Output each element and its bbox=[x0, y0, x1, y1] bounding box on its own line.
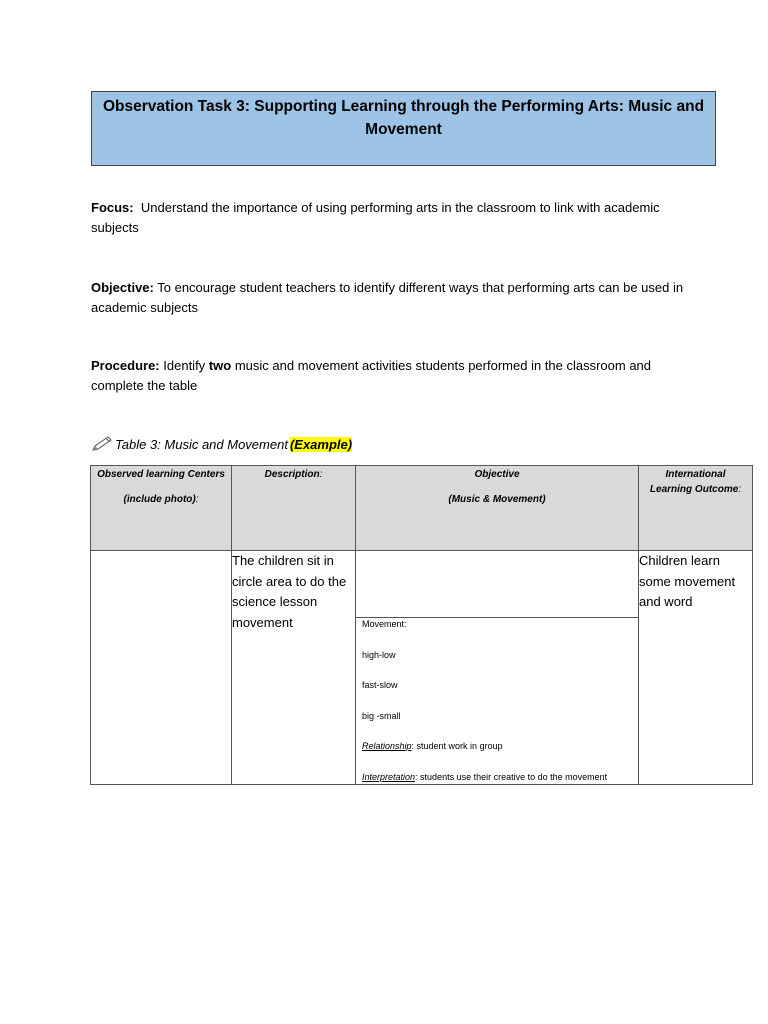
caption-highlight: (Example) bbox=[289, 436, 353, 452]
header-learning-outcome: International Learning Outcome: bbox=[639, 466, 753, 551]
caption-text: Table 3: Music and Movement bbox=[115, 436, 288, 452]
objective-paragraph bbox=[91, 278, 691, 318]
procedure-label: Procedure: bbox=[91, 358, 160, 373]
document-title bbox=[91, 91, 716, 166]
objective-cell bbox=[356, 551, 639, 785]
movement-label: Movement: bbox=[362, 619, 407, 629]
pencil-icon bbox=[91, 436, 113, 452]
list-item: fast-slow bbox=[362, 680, 398, 690]
relationship-line bbox=[362, 741, 634, 751]
relationship-label: Relationship bbox=[362, 741, 412, 751]
objective-blank-area bbox=[356, 551, 638, 618]
interpretation-label: Interpretation bbox=[362, 771, 416, 782]
header-objective: Objective (Music & Movement) bbox=[356, 466, 639, 551]
observed-centers-cell bbox=[91, 551, 232, 785]
objective-list bbox=[356, 619, 638, 782]
focus-text: Understand the importance of using performing arts in the classroom to link with academic subjects bbox=[91, 200, 660, 235]
header-description: Description: bbox=[232, 466, 356, 551]
focus-label: Focus: bbox=[91, 200, 134, 215]
procedure-text-before: Identify bbox=[163, 358, 206, 373]
relationship-text: : student work in group bbox=[411, 741, 503, 751]
table-header-row bbox=[91, 466, 753, 551]
table-row bbox=[91, 551, 753, 785]
procedure-text-after: music and movement activities students performed in the classroom and complete the table bbox=[91, 358, 652, 393]
objective-label: Objective: bbox=[91, 280, 154, 295]
music-movement-table bbox=[90, 465, 753, 785]
title-line-1: Observation Task 3: Supporting Learning through the Performing Arts: Music and bbox=[102, 98, 705, 115]
interpretation-text: : students use their creative to do the movement bbox=[415, 771, 608, 782]
header-observed-centers: Observed learning Centers (include photo): bbox=[91, 466, 232, 551]
objective-text: To encourage student teachers to identify different ways that performing arts can be used in academic subjects bbox=[91, 280, 684, 315]
table-caption bbox=[91, 436, 352, 452]
procedure-paragraph bbox=[91, 356, 691, 396]
list-item: big -small bbox=[362, 710, 401, 721]
list-item: high-low bbox=[362, 649, 396, 660]
procedure-bold-word: two bbox=[208, 358, 232, 373]
focus-paragraph bbox=[91, 198, 691, 238]
interpretation-line bbox=[362, 772, 634, 782]
learning-outcome-cell: Children learn some movement and word bbox=[639, 551, 753, 785]
description-cell: The children sit in circle area to do the science lesson movement bbox=[232, 551, 356, 785]
title-line-2: Movement bbox=[365, 121, 442, 138]
